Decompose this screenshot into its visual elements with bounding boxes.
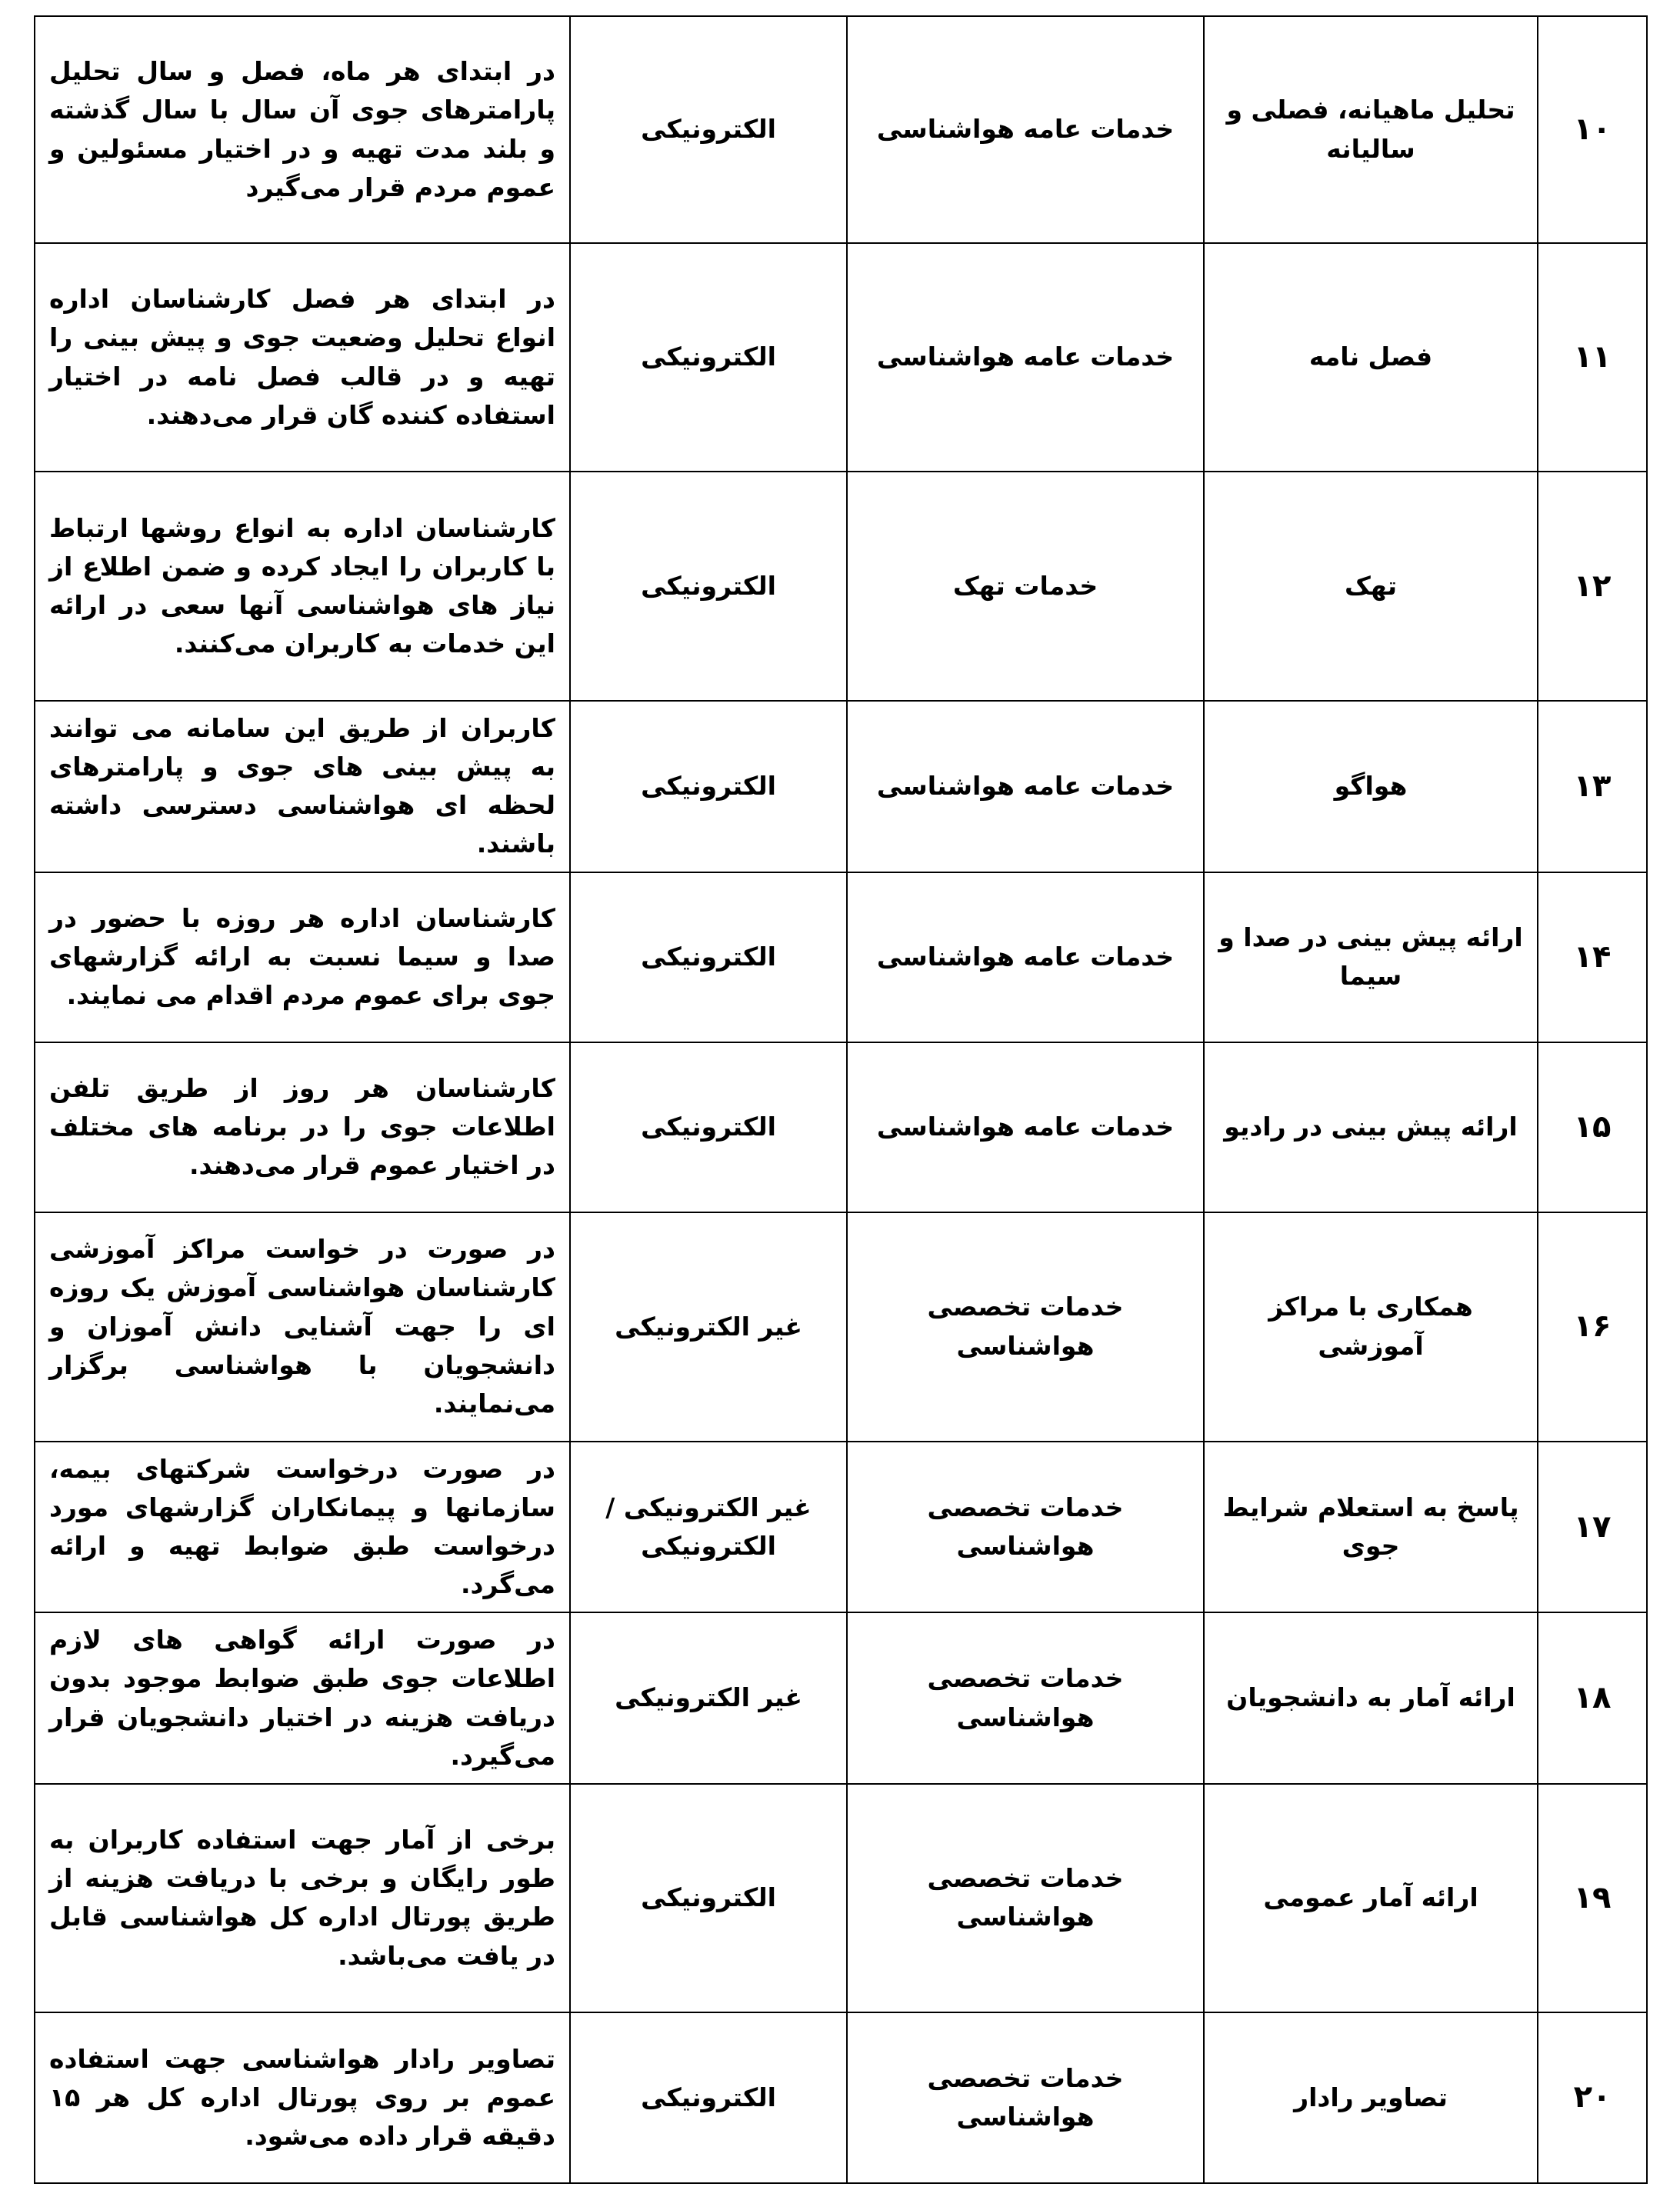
- service-description: در صورت در خواست مراکز آموزشی کارشناسان هواشناسی آموزش یک روزه ای را جهت آشنایی دانش آموزان و دانشجویان با هواشناسی برگزار می‌نمایند.: [35, 1212, 570, 1442]
- service-name: تصاویر رادار: [1204, 2012, 1538, 2183]
- service-type: خدمات عامه هواشناسی: [847, 16, 1204, 243]
- table-row: [35, 701, 1647, 872]
- service-type: خدمات تخصصی هواشناسی: [847, 1212, 1204, 1442]
- row-number: ۱۲: [1538, 472, 1647, 701]
- service-name: پاسخ به استعلام شرایط جوی: [1204, 1442, 1538, 1613]
- delivery-mode: الکترونیکی: [570, 1042, 847, 1212]
- service-description: در صورت ارائه گواهی های لازم اطلاعات جوی طبق ضوابط موجود بدون دریافت هزینه در اختیار دانشجویان قرار می‌گیرد.: [35, 1612, 570, 1784]
- service-description: در ابتدای هر ماه، فصل و سال تحلیل پارامترهای جوی آن سال با سال گذشته و بلند مدت تهیه و در اختیار مسئولین و عموم مردم قرار می‌گیرد: [35, 16, 570, 243]
- row-number: ۱۰: [1538, 16, 1647, 243]
- service-name: ارائه آمار عمومی: [1204, 1784, 1538, 2012]
- delivery-mode: الکترونیکی: [570, 243, 847, 472]
- service-description: در صورت درخواست شرکتهای بیمه، سازمانها و پیمانکاران گزارشهای مورد درخواست طبق ضوابط تهیه و ارائه می‌گرد.: [35, 1442, 570, 1613]
- row-number: ۱۹: [1538, 1784, 1647, 2012]
- service-type: خدمات تخصصی هواشناسی: [847, 1442, 1204, 1613]
- services-table-body: [35, 16, 1647, 2183]
- row-number: ۱۴: [1538, 872, 1647, 1042]
- service-description: تصاویر رادار هواشناسی جهت استفاده عموم بر روی پورتال اداره کل هر ۱۵ دقیقه قرار داده می‌شود.: [35, 2012, 570, 2183]
- row-number: ۱۸: [1538, 1612, 1647, 1784]
- service-name: فصل نامه: [1204, 243, 1538, 472]
- service-description: کارشناسان اداره به انواع روشها ارتباط با کاربران را ایجاد کرده و ضمن اطلاع از نیاز های هواشناسی آنها سعی در ارائه این خدمات به کاربران می‌کنند.: [35, 472, 570, 701]
- delivery-mode: الکترونیکی: [570, 2012, 847, 2183]
- row-number: ۱۶: [1538, 1212, 1647, 1442]
- service-name: ارائه پیش بینی در صدا و سیما: [1204, 872, 1538, 1042]
- delivery-mode: الکترونیکی: [570, 872, 847, 1042]
- service-description: در ابتدای هر فصل کارشناسان اداره انواع تحلیل وضعیت جوی و پیش بینی را تهیه و در قالب فصل نامه در اختیار استفاده کننده گان قرار می‌دهند.: [35, 243, 570, 472]
- delivery-mode: الکترونیکی: [570, 472, 847, 701]
- delivery-mode: الکترونیکی: [570, 1784, 847, 2012]
- table-row: [35, 1212, 1647, 1442]
- table-row: [35, 1784, 1647, 2012]
- table-row: [35, 872, 1647, 1042]
- delivery-mode: الکترونیکی: [570, 16, 847, 243]
- row-number: ۲۰: [1538, 2012, 1647, 2183]
- service-name: ارائه پیش بینی در رادیو: [1204, 1042, 1538, 1212]
- service-name: ارائه آمار به دانشجویان: [1204, 1612, 1538, 1784]
- service-name: همکاری با مراکز آموزشی: [1204, 1212, 1538, 1442]
- table-row: [35, 16, 1647, 243]
- table-row: [35, 243, 1647, 472]
- service-type: خدمات عامه هواشناسی: [847, 243, 1204, 472]
- delivery-mode: غیر الکترونیکی: [570, 1212, 847, 1442]
- service-name: تحلیل ماهیانه، فصلی و سالیانه: [1204, 16, 1538, 243]
- service-description: برخی از آمار جهت استفاده کاربران به طور رایگان و برخی با دریافت هزینه از طریق پورتال اداره کل هواشناسی قابل در یافت می‌باشد.: [35, 1784, 570, 2012]
- row-number: ۱۳: [1538, 701, 1647, 872]
- service-type: خدمات عامه هواشناسی: [847, 1042, 1204, 1212]
- table-row: [35, 1042, 1647, 1212]
- row-number: ۱۱: [1538, 243, 1647, 472]
- services-table: [34, 15, 1648, 2184]
- service-description: کاربران از طریق این سامانه می توانند به پیش بینی های جوی و پارامترهای لحظه ای هواشناسی دسترسی داشته باشند.: [35, 701, 570, 872]
- service-type: خدمات عامه هواشناسی: [847, 701, 1204, 872]
- row-number: ۱۵: [1538, 1042, 1647, 1212]
- service-type: خدمات تخصصی هواشناسی: [847, 1612, 1204, 1784]
- delivery-mode: الکترونیکی: [570, 701, 847, 872]
- service-description: کارشناسان اداره هر روزه با حضور در صدا و سیما نسبت به ارائه گزارشهای جوی برای عموم مردم اقدام می نمایند.: [35, 872, 570, 1042]
- document-page: [34, 15, 1648, 2184]
- service-type: خدمات تخصصی هواشناسی: [847, 2012, 1204, 2183]
- delivery-mode: غیر الکترونیکی /الکترونیکی: [570, 1442, 847, 1613]
- table-row: [35, 1442, 1647, 1613]
- service-name: هواگو: [1204, 701, 1538, 872]
- table-row: [35, 472, 1647, 701]
- table-row: [35, 2012, 1647, 2183]
- service-description: کارشناسان هر روز از طریق تلفن اطلاعات جوی را در برنامه های مختلف در اختیار عموم قرار می‌دهند.: [35, 1042, 570, 1212]
- service-name: تهک: [1204, 472, 1538, 701]
- service-type: خدمات تخصصی هواشناسی: [847, 1784, 1204, 2012]
- delivery-mode: غیر الکترونیکی: [570, 1612, 847, 1784]
- row-number: ۱۷: [1538, 1442, 1647, 1613]
- table-row: [35, 1612, 1647, 1784]
- service-type: خدمات تهک: [847, 472, 1204, 701]
- service-type: خدمات عامه هواشناسی: [847, 872, 1204, 1042]
